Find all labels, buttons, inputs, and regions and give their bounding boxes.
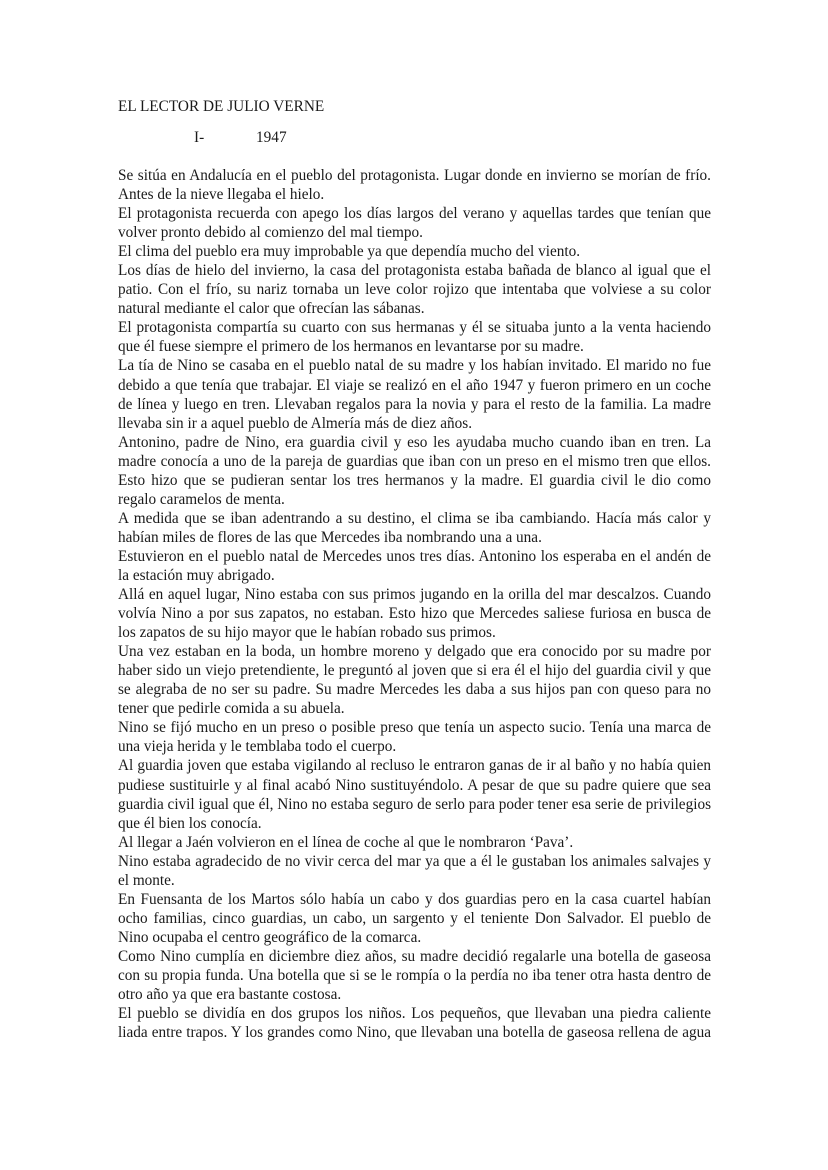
paragraph: Los días de hielo del invierno, la casa del protagonista estaba bañada de blanco al igual que el patio. Con el frío, su nariz tornaba un leve color rojizo que intentaba que volviese a su color natural mediante el calor que ofrecían las sábanas. [118,262,711,318]
paragraph: Nino estaba agradecido de no vivir cerca del mar ya que a él le gustaban los animales salvajes y el monte. [118,852,711,889]
chapter-year: 1947 [256,129,287,146]
chapter-number: I- [194,129,205,146]
paragraph: Se sitúa en Andalucía en el pueblo del protagonista. Lugar donde en invierno se morían de frío. Antes de la nieve llegaba el hielo. [118,167,711,204]
paragraph: En Fuensanta de los Martos sólo había un cabo y dos guardias pero en la casa cuartel habían ocho familias, cinco guardias, un cabo, un sargento y el teniente Don Salvador. El pueblo de Nino ocupaba el centro geográfico de la comarca. [118,890,711,946]
chapter-heading [194,128,287,148]
paragraph: A medida que se iban adentrando a su destino, el clima se iba cambiando. Hacía más calor y habían miles de flores de las que Mercedes iba nombrando una a una. [118,509,711,546]
paragraph: Al guardia joven que estaba vigilando al recluso le entraron ganas de ir al baño y no había quien pudiese sustituirle y al final acabó Nino sustituyéndolo. A pesar de que su padre quiere que sea guardia civil igual que él, Nino no estaba seguro de serlo para poder tener esa serie de privilegios que él bien los conocía. [118,757,711,832]
paragraph: El pueblo se dividía en dos grupos los niños. Los pequeños, que llevaban una piedra caliente liada entre trapos. Y los grandes como Nino, que llevaban una botella de gaseosa rellena de agua [118,1005,711,1042]
paragraph: Una vez estaban en la boda, un hombre moreno y delgado que era conocido por su madre por haber sido un viejo pretendiente, le preguntó al joven que si era él el hijo del guardia civil y que se alegraba de no ser su padre. Su madre Mercedes les daba a sus hijos pan con queso para no tener que pedirle comida a su abuela. [118,643,711,718]
paragraph: El clima del pueblo era muy improbable ya que dependía mucho del viento. [118,243,581,261]
paragraph: Al llegar a Jaén volvieron en el línea de coche al que le nombraron ‘Pava’. [118,833,574,851]
paragraph: La tía de Nino se casaba en el pueblo natal de su madre y los habían invitado. El marido no fue debido a que tenía que trabajar. El viaje se realizó en el año 1947 y fueron primero en un coche de línea y luego en tren. Llevaban regalos para la novia y para el resto de la familia. La madre llevaba sin ir a aquel pueblo de Almería más de diez años. [118,357,711,432]
paragraph: Estuvieron en el pueblo natal de Mercedes unos tres días. Antonino los esperaba en el andén de la estación muy abrigado. [118,547,711,584]
paragraph: El protagonista recuerda con apego los días largos del verano y aquellas tardes que tenían que volver pronto debido al comienzo del mal tiempo. [118,205,711,242]
document-title: EL LECTOR DE JULIO VERNE [118,98,325,115]
paragraph: El protagonista compartía su cuarto con sus hermanas y él se situaba junto a la venta haciendo que él fuese siempre el primero de los hermanos en levantarse por su madre. [118,319,711,356]
paragraph: Nino se fijó mucho en un preso o posible preso que tenía un aspecto sucio. Tenía una marca de una vieja herida y le temblaba todo el cuerpo. [118,719,711,756]
paragraph: Allá en aquel lugar, Nino estaba con sus primos jugando en la orilla del mar descalzos. Cuando volvía Nino a por sus zapatos, no estaban. Esto hizo que Mercedes saliese furiosa en busca de los zapatos de su hijo mayor que le habían robado sus primos. [118,586,711,642]
paragraph: Como Nino cumplía en diciembre diez años, su madre decidió regalarle una botella de gaseosa con su propia funda. Una botella que si se le rompía o la perdía no iba tener otra hasta dentro de otro año ya que era bastante costosa. [118,947,711,1004]
document-body [118,166,711,1042]
paragraph: Antonino, padre de Nino, era guardia civil y eso les ayudaba mucho cuando iban en tren. La madre conocía a uno de la pareja de guardias que iban con un preso en el mismo tren que ellos. Esto hizo que se pudieran sentar los tres hermanos y la madre. El guardia civil le dio como regalo caramelos de menta. [118,433,711,508]
